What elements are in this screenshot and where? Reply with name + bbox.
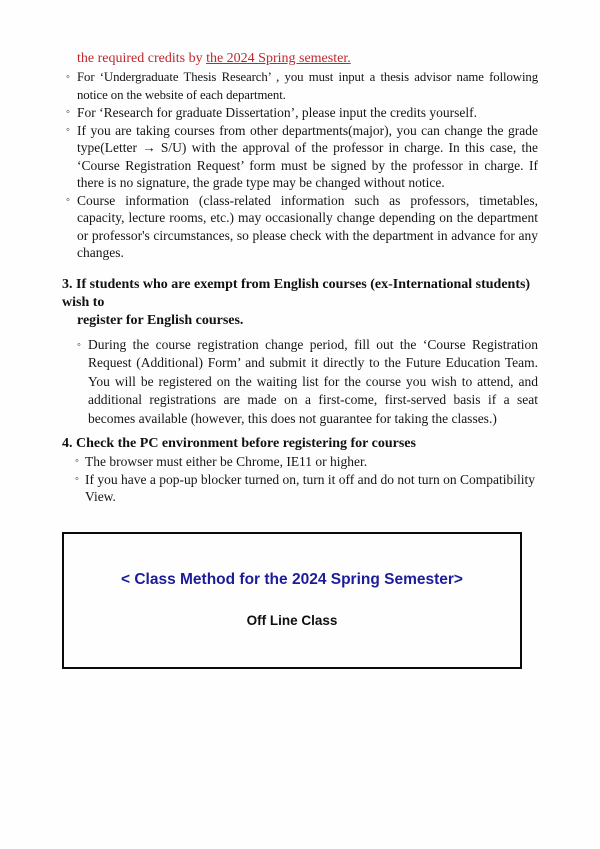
list-item-text: Course information (class-related information such as professors, timetables, capacity, lecture rooms, etc.) may occasionally change depending on the department or professor's circumstances, so please check with the department in advance for any changes.	[77, 192, 538, 260]
section-4-heading: 4. Check the PC environment before registering for courses	[62, 436, 416, 451]
list-item	[62, 471, 538, 506]
list-item-text: If you are taking courses from other departments(major), you can change the grade type(Letter → S/U) with the approval of the professor in charge. In this case, the ‘Course Registration Request’ form must be signed by the professor in charge. If there is no signature, the grade type may be changed without notice.	[77, 122, 538, 190]
list-item	[62, 104, 538, 122]
list-item	[62, 192, 538, 262]
list-item-text: During the course registration change period, fill out the ‘Course Registration Request (Additional) Form’ and submit it directly to the Future Education Team. You will be registered on the waiting list for the course you wish to attend, and additional registrations are made on a first-come, first-served basis if a seat becomes available (however, this does not guarantee for taking the classes.)	[88, 336, 538, 426]
list-item	[62, 453, 538, 471]
list-item-text: For ‘Undergraduate Thesis Research’ , you must input a thesis advisor name following notice on the website of each department.	[77, 70, 538, 102]
section-4-bullet-list	[62, 453, 538, 506]
bullet-icon: ◦	[66, 106, 70, 118]
section-3-heading-line2: register for English courses.	[77, 312, 244, 328]
list-item-text: For ‘Research for graduate Dissertation’, please input the credits yourself.	[77, 105, 477, 120]
class-method-box-title: < Class Method for the 2024 Spring Semester>	[121, 570, 463, 588]
list-item	[62, 69, 538, 104]
bullet-icon: ◦	[75, 455, 79, 467]
class-method-box	[62, 532, 522, 669]
list-item-text: If you have a pop-up blocker turned on, turn it off and do not turn on Compatibility View.	[85, 471, 536, 504]
section-3-bullet-list	[62, 336, 538, 429]
intro-bullet-list	[62, 69, 538, 262]
lead-sentence-underlined: the 2024 Spring semester.	[206, 51, 351, 66]
class-method-box-body: Off Line Class	[246, 612, 338, 628]
bullet-icon: ◦	[66, 71, 70, 83]
bullet-icon: ◦	[77, 338, 81, 351]
section-3-heading-line1: 3. If students who are exempt from English courses (ex-International students) wish to	[62, 276, 531, 310]
list-item	[62, 122, 538, 192]
list-item-text: The browser must either be Chrome, IE11 or higher.	[85, 454, 368, 469]
bullet-icon: ◦	[66, 193, 70, 206]
list-item	[62, 336, 538, 429]
lead-sentence	[77, 50, 538, 68]
section-3-heading	[62, 276, 538, 330]
bullet-icon: ◦	[75, 472, 79, 485]
bullet-icon: ◦	[66, 123, 70, 136]
lead-sentence-plain: the required credits by	[77, 51, 207, 66]
